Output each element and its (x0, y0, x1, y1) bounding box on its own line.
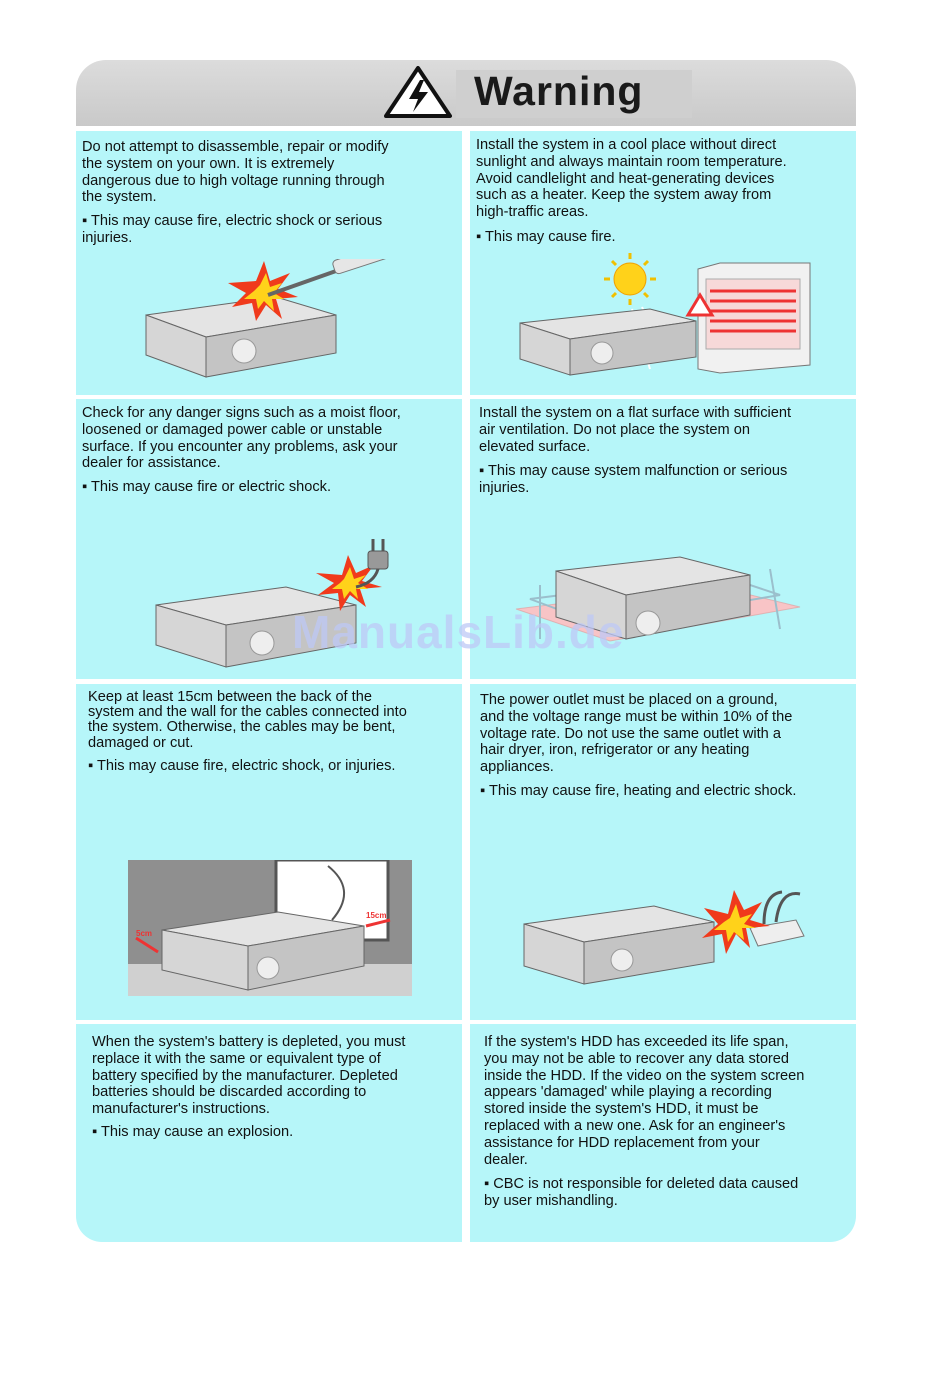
warning-consequence: ▪ This may cause fire, electric shock, or injuries. (88, 758, 396, 774)
watermark: ManualsLib.de (292, 606, 625, 658)
warning-text: The power outlet must be placed on a ground, and the voltage range must be within 10% of the voltage rate. Do not use the same outlet with a hair dryer, iron, refrigerator or any heating appliances. (480, 692, 793, 776)
warning-consequence: ▪ This may cause system malfunction or serious injuries. (479, 463, 788, 496)
warning-text: Keep at least 15cm between the back of the system and the wall for the cables connected into the system. Otherwise, the cables may be bent, damaged or cut. (88, 689, 407, 751)
warning-cell-cable-clearance (76, 684, 462, 1020)
warning-cell-battery (76, 1024, 462, 1242)
warning-cell-disassemble (76, 131, 462, 395)
warning-text: Check for any danger signs such as a moist floor, loosened or damaged power cable or unstable surface. If you encounter any problems, ask your dealer for assistance. (82, 405, 401, 472)
disassemble-illustration (136, 259, 406, 389)
warning-header (76, 60, 856, 126)
heater-icon (698, 263, 810, 373)
warning-text: When the system's battery is depleted, you must replace it with the same or equivalent type of battery specified by the manufacturer. Depleted batteries should be discarded according to manufacturer's instructions. (92, 1034, 406, 1118)
heat-source-illustration (510, 249, 850, 389)
warning-consequence: ▪ CBC is not responsible for deleted data caused by user mishandling. (484, 1176, 799, 1209)
wall-clearance-illustration (128, 860, 412, 996)
page-title: Warning (474, 68, 644, 114)
power-strip-icon (750, 892, 804, 946)
warning-consequence: ▪ This may cause fire, electric shock or serious injuries. (82, 213, 383, 246)
warning-cell-hdd (470, 1024, 856, 1242)
warning-text: If the system's HDD has exceeded its life span, you may not be able to recover any data stored inside the HDD. If the video on the system screen appears 'damaged' while playing a recording stored inside the system's HDD, it must be replaced with a new one. Ask for an engineer's assistance for HDD replacement from your dealer. (484, 1034, 805, 1168)
power-outlet-illustration (514, 884, 814, 1004)
right-clearance-label: 15cm (366, 911, 387, 920)
warning-consequence: ▪ This may cause an explosion. (92, 1124, 294, 1140)
warning-cell-installation-place (470, 131, 856, 395)
warning-text: Install the system in a cool place without direct sunlight and always maintain room temperature. Avoid candlelight and heat-generating devices such as a heater. Keep the system away from high-traffic areas. (476, 137, 787, 221)
warning-consequence: ▪ This may cause fire. (476, 229, 616, 245)
warning-consequence: ▪ This may cause fire or electric shock. (82, 479, 332, 495)
warning-text: Do not attempt to disassemble, repair or modify the system on your own. It is extremely dangerous due to high voltage running through the system. (82, 139, 389, 206)
left-clearance-label: 5cm (136, 929, 153, 938)
warning-consequence: ▪ This may cause fire, heating and electric shock. (480, 783, 797, 799)
high-voltage-warning-icon (384, 66, 452, 118)
warning-text: Install the system on a flat surface with sufficient air ventilation. Do not place the system on elevated surface. (479, 405, 792, 455)
warning-cell-power-outlet (470, 684, 856, 1020)
